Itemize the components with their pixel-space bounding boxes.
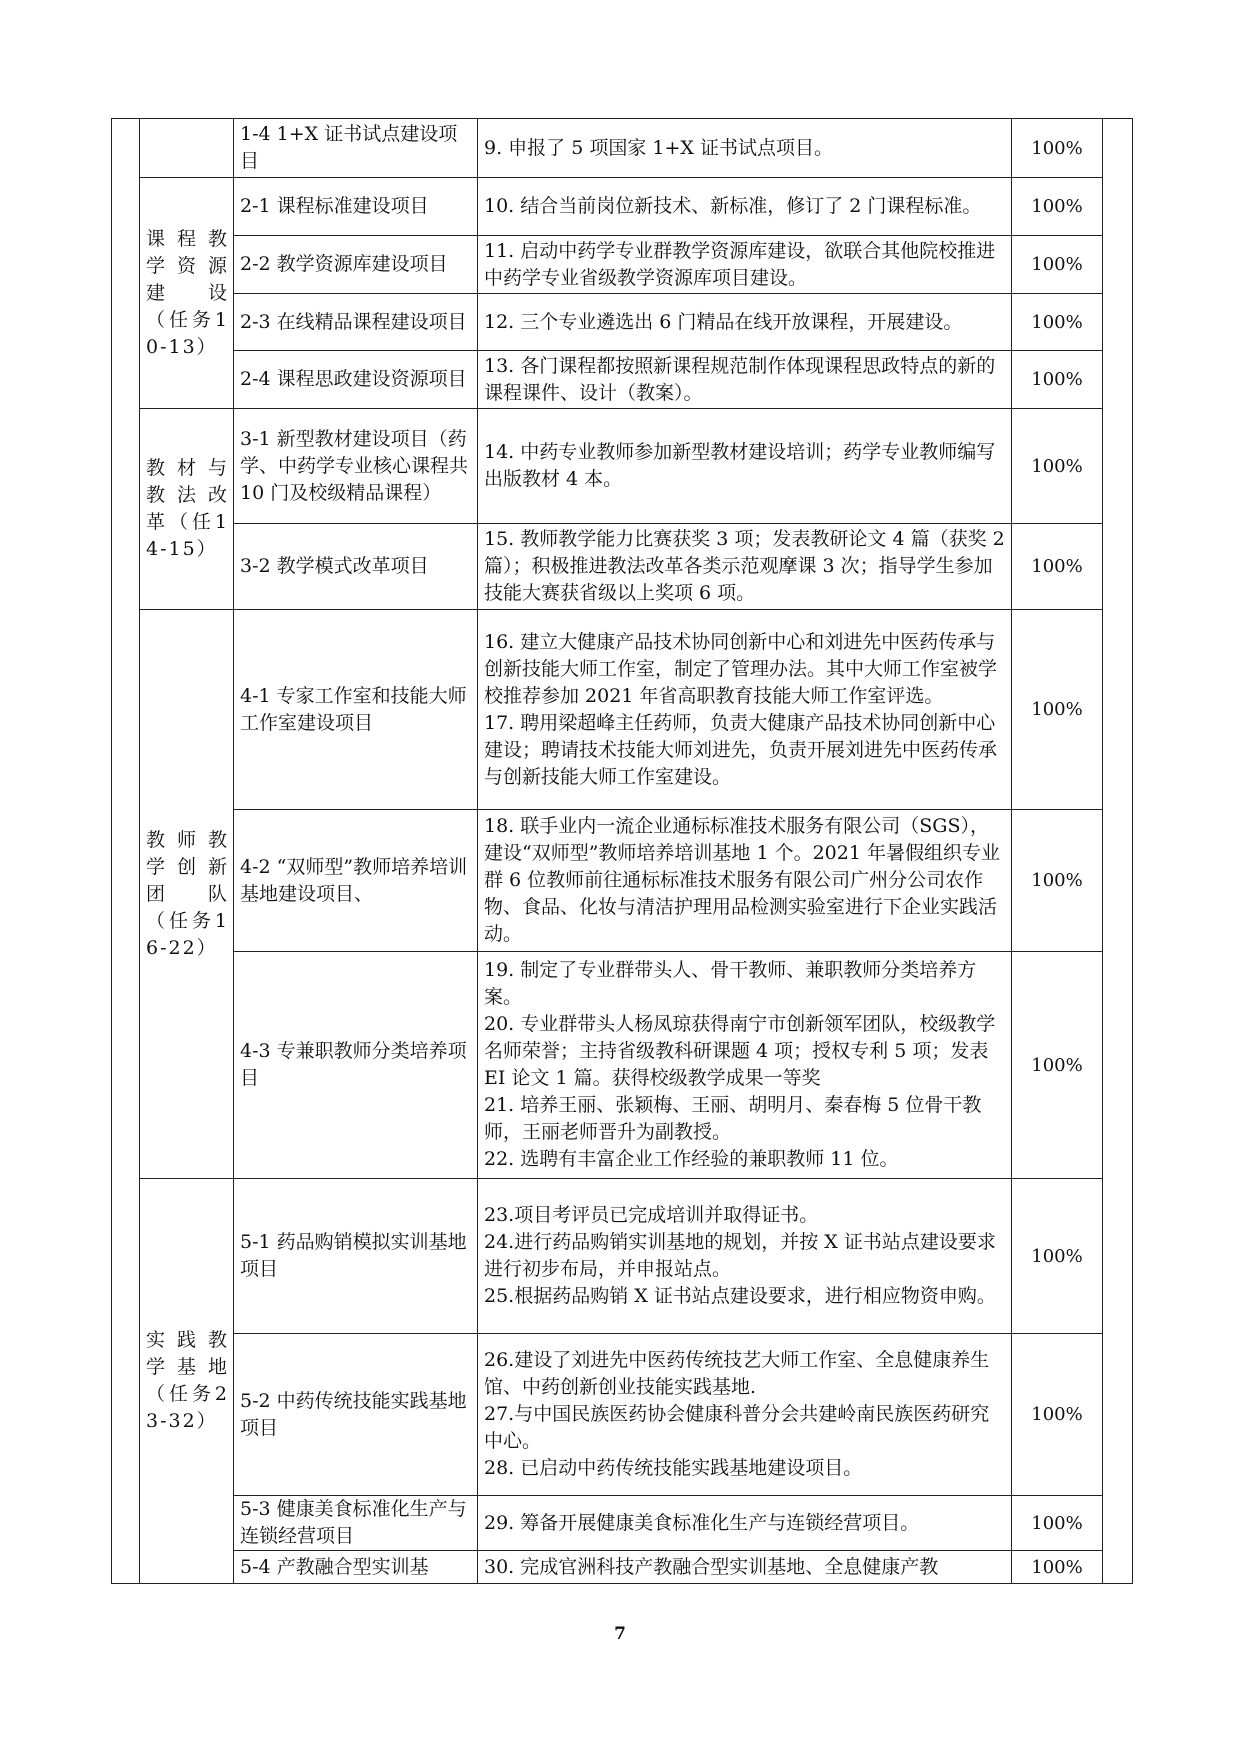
table-row (112, 1334, 1133, 1496)
description-cell (478, 178, 1012, 236)
completion-rate: 100% (1012, 236, 1103, 294)
description-item: 28. 已启动中药传统技能实践基地建设项目。 (484, 1457, 863, 1479)
completion-rate: 100% (1012, 1334, 1103, 1496)
description-item: 25.根据药品购销 X 证书站点建设要求，进行相应物资申购。 (484, 1285, 996, 1307)
description-item: 16. 建立大健康产品技术协同创新中心和刘进先中医药传承与创新技能大师工作室，制定了管理办法。其中大师工作室被学校推荐参加 2021 年省高职教育技能大师工作室评选。 (484, 630, 998, 707)
description-item: 18. 联手业内一流企业通标标准技术服务有限公司（SGS），建设“双师型”教师培养培训基地 1 个。2021 年暑假组织专业群 6 位教师前往通标标准技术服务有限公司广州分公司农作物、食品、化妆与清洁护理用品检测实验室进行下企业实践活动。 (484, 815, 1000, 945)
completion-rate: 100% (1012, 1551, 1103, 1584)
completion-rate: 100% (1012, 409, 1103, 524)
project-cell: 2-2 教学资源库建设项目 (234, 236, 478, 294)
description-item: 20. 专业群带头人杨凤琼获得南宁市创新领军团队，校级教学名师荣誉；主持省级教科研课题 4 项；授权专利 5 项；发表 EI 论文 1 篇。获得校级教学成果一等奖 (484, 1013, 996, 1089)
description-item: 15. 教师教学能力比赛获奖 3 项；发表教研论文 4 篇（获奖 2 篇）；积极推进教法改革各类示范观摩课 3 次；指导学生参加技能大赛获省级以上奖项 6 项。 (484, 528, 1005, 604)
table-row (112, 178, 1133, 236)
description-cell (478, 952, 1012, 1179)
table-row (112, 294, 1133, 351)
description-cell (478, 524, 1012, 610)
description-item: 24.进行药品购销实训基地的规划，并按 X 证书站点建设要求进行初步布局，并申报站点。 (484, 1231, 996, 1280)
category-cell (140, 119, 234, 178)
table-row (112, 351, 1133, 409)
completion-rate: 100% (1012, 610, 1103, 810)
completion-rate: 100% (1012, 1496, 1103, 1551)
remarks-cell (1103, 119, 1133, 1584)
project-cell: 5-1 药品购销模拟实训基地项目 (234, 1179, 478, 1334)
description-item: 29. 筹备开展健康美食标准化生产与连锁经营项目。 (484, 1511, 920, 1534)
table-row (112, 1551, 1133, 1584)
description-cell (478, 1496, 1012, 1551)
description-item: 13. 各门课程都按照新课程规范制作体现课程思政特点的新的课程课件、设计（教案）。 (484, 354, 996, 404)
description-item: 14. 中药专业教师参加新型教材建设培训；药学专业教师编写出版教材 4 本。 (484, 441, 996, 490)
project-cell: 3-1 新型教材建设项目（药学、中药学专业核心课程共 10 门及校级精品课程） (234, 409, 478, 524)
completion-rate: 100% (1012, 178, 1103, 236)
table-row (112, 1496, 1133, 1551)
description-item: 26.建设了刘进先中医药传统技艺大师工作室、全息健康养生馆、中药创新创业技能实践基地. (484, 1349, 990, 1398)
description-cell (478, 610, 1012, 810)
table-row (112, 1179, 1133, 1334)
description-item: 17. 聘用梁超峰主任药师，负责大健康产品技术协同创新中心建设；聘请技术技能大师刘进先，负责开展刘进先中医药传承与创新技能大师工作室建设。 (484, 711, 998, 788)
category-cell: 课程教学资源建设（任务10-13） (140, 178, 234, 409)
description-item: 27.与中国民族医药协会健康科普分会共建岭南民族医药研究中心。 (484, 1403, 990, 1452)
project-cell: 2-3 在线精品课程建设项目 (234, 294, 478, 351)
description-item: 9. 申报了 5 项国家 1+X 证书试点项目。 (484, 136, 833, 159)
project-cell: 2-1 课程标准建设项目 (234, 178, 478, 236)
category-cell: 实践教学基地（任务23-32） (140, 1179, 234, 1584)
table-row (112, 409, 1133, 524)
description-item: 12. 三个专业遴选出 6 门精品在线开放课程，开展建设。 (484, 310, 963, 333)
left-margin-cell (112, 119, 140, 1584)
description-cell (478, 1334, 1012, 1496)
completion-rate: 100% (1012, 810, 1103, 952)
project-cell: 5-2 中药传统技能实践基地项目 (234, 1334, 478, 1496)
description-item: 10. 结合当前岗位新技术、新标准，修订了 2 门课程标准。 (484, 195, 982, 217)
table-row (112, 610, 1133, 810)
description-cell (478, 294, 1012, 351)
description-cell (478, 1551, 1012, 1584)
project-cell: 5-3 健康美食标准化生产与连锁经营项目 (234, 1496, 478, 1551)
completion-rate: 100% (1012, 524, 1103, 610)
completion-rate: 100% (1012, 1179, 1103, 1334)
category-cell: 教材与教法改革（任14-15） (140, 409, 234, 610)
description-item: 21. 培养王丽、张颖梅、王丽、胡明月、秦春梅 5 位骨干教师，王丽老师晋升为副教授。 (484, 1094, 982, 1143)
project-cell: 4-2 “双师型”教师培养培训基地建设项目、 (234, 810, 478, 952)
project-cell: 3-2 教学模式改革项目 (234, 524, 478, 610)
description-cell (478, 119, 1012, 178)
table-row (112, 524, 1133, 610)
project-cell: 2-4 课程思政建设资源项目 (234, 351, 478, 409)
description-item: 19. 制定了专业群带头人、骨干教师、兼职教师分类培养方案。 (484, 959, 977, 1008)
table-row (112, 952, 1133, 1179)
description-cell (478, 351, 1012, 409)
description-item: 22. 选聘有丰富企业工作经验的兼职教师 11 位。 (484, 1148, 899, 1170)
category-cell: 教师教学创新团队（任务16-22） (140, 610, 234, 1179)
task-progress-table (111, 118, 1133, 1584)
project-cell: 1-4 1+X 证书试点建设项目 (234, 119, 478, 178)
completion-rate: 100% (1012, 119, 1103, 178)
completion-rate: 100% (1012, 294, 1103, 351)
project-cell: 5-4 产教融合型实训基 (234, 1551, 478, 1584)
completion-rate: 100% (1012, 351, 1103, 409)
description-cell (478, 236, 1012, 294)
description-cell (478, 409, 1012, 524)
table-row (112, 119, 1133, 178)
description-item: 30. 完成官洲科技产教融合型实训基地、全息健康产教 (484, 1555, 939, 1578)
completion-rate: 100% (1012, 952, 1103, 1179)
table-row (112, 810, 1133, 952)
page-number: 7 (614, 1624, 626, 1644)
description-item: 11. 启动中药学专业群教学资源库建设，欲联合其他院校推进中药学专业省级教学资源库项目建设。 (484, 239, 996, 289)
description-item: 23.项目考评员已完成培训并取得证书。 (484, 1204, 819, 1226)
table-row (112, 236, 1133, 294)
description-cell (478, 810, 1012, 952)
description-cell (478, 1179, 1012, 1334)
project-cell: 4-3 专兼职教师分类培养项目 (234, 952, 478, 1179)
project-cell: 4-1 专家工作室和技能大师工作室建设项目 (234, 610, 478, 810)
